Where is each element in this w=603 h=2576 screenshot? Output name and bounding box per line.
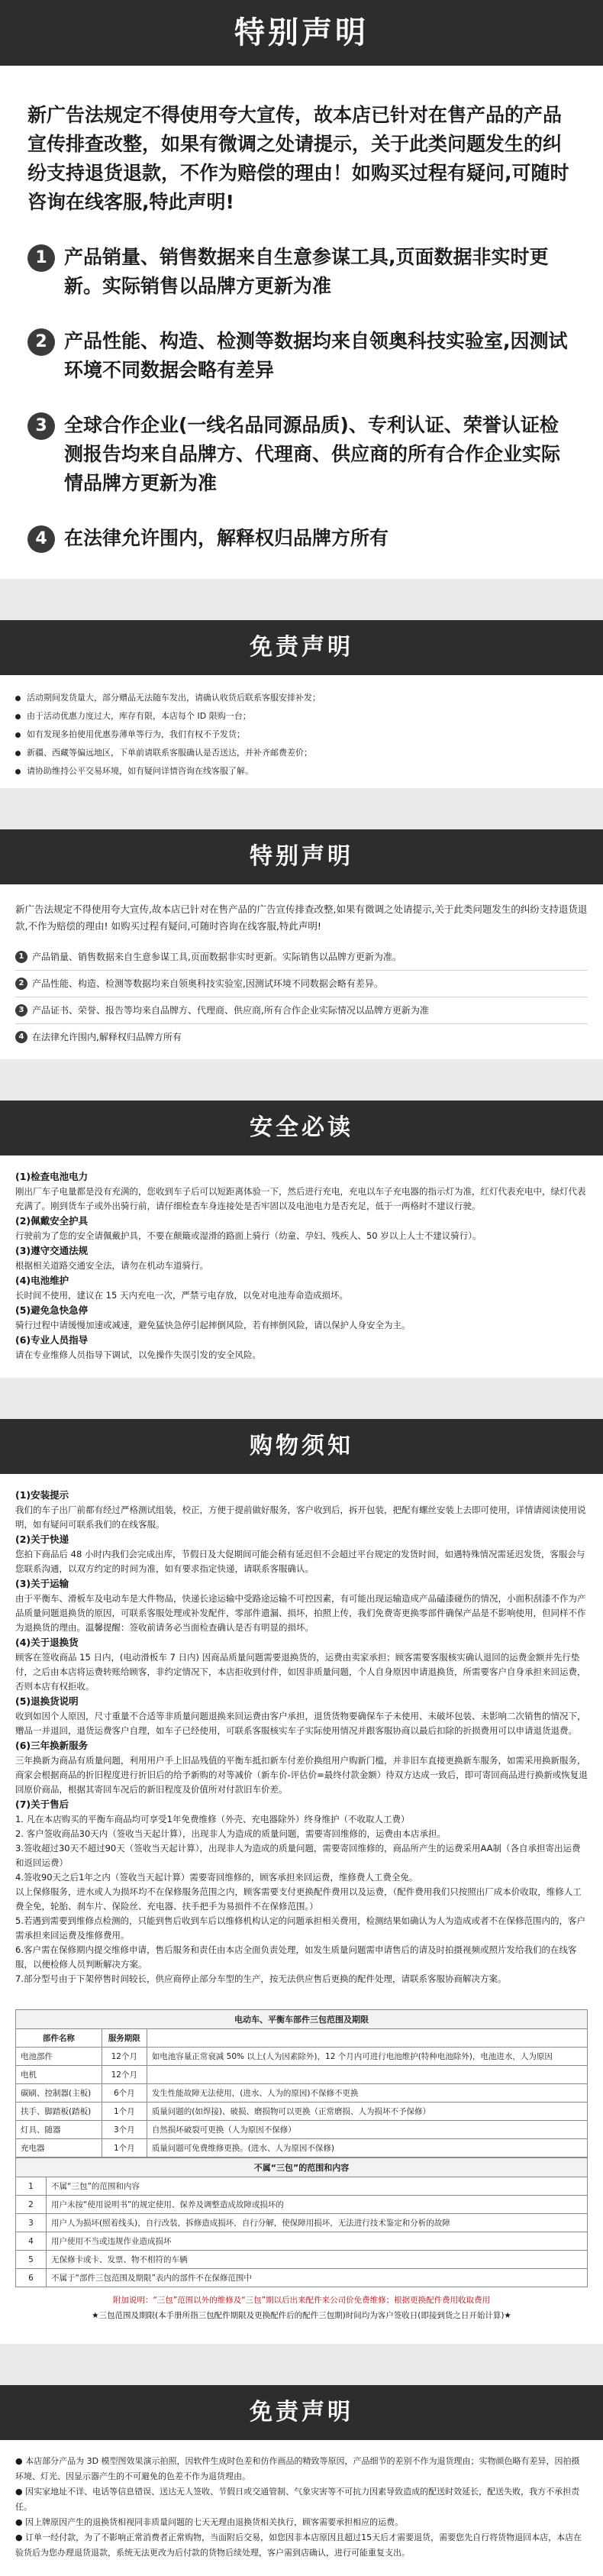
table-cell: 自然损坏破裂可更换（人为原因不保修）	[147, 2121, 587, 2139]
table-cell: 质量问题的(如焊接)、破损、磨损物可以更换（正常磨损、人为损坏不予保修）	[147, 2102, 587, 2121]
point-text: 在法律允许围内，解释权归品牌方所有	[64, 527, 389, 549]
table-cell: 1个月	[102, 2102, 147, 2121]
statement-point	[0, 524, 603, 553]
table-cell	[147, 2066, 587, 2084]
statement-point	[0, 327, 603, 385]
disclaimer-item	[15, 726, 588, 744]
banner-special-statement-2: 特别声明	[0, 829, 603, 884]
exclusion-index: 2	[16, 2196, 47, 2214]
disclaimer-text: 请协助维持公平交易环境，如有疑问详情咨询在线客服了解。	[27, 766, 253, 776]
exclusion-row	[16, 2251, 588, 2269]
exclusion-table	[15, 2157, 588, 2287]
disclaimer-text: 新疆、西藏等偏远地区，下单前请联系客服确认是否送达，并补齐邮费差价；	[27, 748, 312, 758]
statement-point	[0, 243, 603, 301]
warranty-table	[15, 2009, 588, 2157]
statement-point-small	[0, 1002, 603, 1019]
disclaimer-text: 由于活动优惠力度过大，库存有限，本店每个 ID 限购一台；	[27, 711, 251, 721]
point-text: 产品销量、销售数据来自生意参谋工具,页面数据非实时更新。实际销售以品牌方更新为准。	[32, 952, 401, 962]
banner-special-statement: 特别声明	[0, 0, 603, 66]
point-text: 产品性能、构造、检测等数据均来自领奥科技实验室,因测试环境不同数据会略有差异。	[32, 978, 383, 989]
table-cell: 电池部件	[16, 2048, 102, 2066]
point-number: 3	[27, 412, 55, 440]
safety-text: 骑行过程中请缓慢加速或减速，避免猛快急停引起摔倒风险，若有摔倒风险，请以保护人身安全为主。	[15, 1320, 411, 1330]
safety-section	[0, 1155, 603, 1378]
disclaimer-item	[15, 744, 588, 762]
divider-band	[0, 1378, 603, 1419]
statement-points	[0, 243, 603, 553]
table-row	[16, 2102, 588, 2121]
exclusion-index: 4	[16, 2232, 47, 2251]
bullet-dot	[15, 769, 21, 774]
table-cell: 12个月	[102, 2048, 147, 2066]
shopping-text: 收到如因个人原因，尺寸重量不合适等非质量问题退换来回运费由客户承担，退货货物要确保车子未使用、未破坏包装、未影响二次销售的情况下，赠品一并退回，退货运费客户自理，如车子已经使用，可联系客服核实车子实际使用情况并跟客服协商以最后扣除的折损费用可以申请退货退费。	[15, 1711, 586, 1736]
exclusion-text: 用户人为损坏(照着线头)，自行改装，拆修造成损坏，自行分解，使保障用损坏，无法进行技术鉴定和分析的故障	[47, 2214, 588, 2232]
statement-point	[0, 411, 603, 498]
banner-shopping: 购物须知	[0, 1419, 603, 1474]
shopping-text: 由于平衡车、滑板车及电动车是大件物品，快递长途运输中受路途运输不可控因素，有可能出现运输造成产品磕漆碰伤的情况，小面积刮漆不作为产品质量问题退换货的原因，可联系客服处理或补发配件，零部件遗漏、损坏，拍照上传，我们免费寄更换零部件确保产品是不影响使用，但同样不作为退换货的理由。温馨提醒：签收前请务必当面检查确认是否有明显的损坏。	[15, 1593, 586, 1633]
exclusion-row	[16, 2214, 588, 2232]
exclusion-index: 1	[16, 2177, 47, 2196]
table-cell: 电机	[16, 2066, 102, 2084]
shopping-heading: (1)安装提示	[15, 1489, 69, 1501]
shopping-heading: (7)关于售后	[15, 1799, 69, 1810]
safety-heading: (4)电池维护	[15, 1275, 69, 1286]
point-text: 全球合作企业(一线名品同源品质)、专利认证、荣誉认证检测报告均来自品牌方、代理商、供应商的所有合作企业实际情品牌方更新为准	[64, 414, 561, 494]
divider-band	[0, 579, 603, 620]
shopping-text: 1. 凡在本店购买的平衡车商品均可享受1年免费维修（外壳、充电器除外）终身维护（不收取人工费） 2. 客户签收商品30天内（签收当天起计算），出现非人为造成的质量问题，需要寄回维修的，运费由本店承担。 3.签收超过30天不超过90天（签收当天起计算），出现非人为造成的质量问题，需要寄回维修的，商品所产生的运费采用AA制（各自承担寄出运费和返回运费） 4.签收90天之后1年之内（签收当天起计算）需要寄回维修的，顾客承担来回运费，维修费人工费全免。 以上保修服务，进水或人为损坏均不在保修服务范围之内，顾客需要支付更换配件费用以及运费，（配件费用我们只按照出厂成本价收取，维修人工费全免，轮胎、刹车片、保险丝、充电器、扶手把手为易损件不在保修范围。） 5.若遇到需要到维修点检测的，只能到售后收到车后以维修机构认定的问题承担相关费用，检测结果如确认为人为造成或者不在保修范围内的，客户需承担来回运费及维修费用。 6.客户需在保修期内提交维修申请，售后服务和责任由本店全面负责处理，如发生质量问题需申请售后的请及时拍摄视频或照片发给我们的在线客服，以便检修人员判断解决方案。 7.部分型号由于下架停售时间较长，供应商停止部分车型的生产，按无法供应售后更换的配件处理，请联系客服协商解决方案。	[15, 1814, 585, 1984]
table-cell: 质量问题可免费维修更换。(进水、人为原因不保修)	[147, 2139, 587, 2157]
disclaimer-text: 活动期间发货量大，部分赠品无法随车发出，请确认收货后联系客服安排补发；	[27, 693, 321, 703]
safety-text: 长时间不使用，建议在 15 天内充电一次，严禁亏电存放，以免对电池寿命造成损坏。	[15, 1290, 348, 1301]
col-header	[147, 2029, 587, 2048]
final-disclaimer	[0, 2440, 603, 2576]
bullet-dot	[15, 714, 21, 719]
point-number: 3	[15, 1004, 27, 1017]
shopping-text: 三年换新为商品有质量问题，利用用户手上旧品残值的平衡车抵扣新车付差价换组用户购新门槛，并非旧车直接更换新车服务，如需采用换新服务，商家会根据商品的折旧程度进行折旧后的给予新购的对等减价（新车价-评估价=最终付款金额）待双方达成一致后，即可寄回商品进行换新或恢复退回原价商品，根据其寄回车况后的新旧程度及价值所对付款旧车价差。	[15, 1755, 588, 1795]
divider-band	[0, 788, 603, 829]
warranty-table-caption: 电动车、平衡车部件三包范围及期限	[16, 2010, 588, 2029]
table-row	[16, 2139, 588, 2157]
shopping-text: 我们的车子出厂前都有经过严格测试组装，校正，方便于提前做好服务，客户收到后，拆开包装，把配有螺丝安装上去即可使用，详情请阅读使用说明，如有疑问可联系我们的在线客服。	[15, 1505, 586, 1530]
safety-heading: (5)避免急快急停	[15, 1304, 89, 1316]
shopping-heading: (6)三年换新服务	[15, 1740, 89, 1751]
safety-heading: (3)遵守交通法规	[15, 1245, 89, 1256]
banner-disclaimer-final: 免责声明	[0, 2385, 603, 2440]
point-number: 1	[27, 244, 55, 272]
exclusion-caption: 不属“三包”的范围和内容	[16, 2158, 588, 2177]
statement-point-small	[0, 949, 603, 965]
safety-heading: (1)检查电池电力	[15, 1171, 89, 1182]
warranty-period-note: ★三包范围及期限(本手册所指三包配件期限及更换配件后的配件三包期)时间均为客户签收日(即接到货之日开始计算)★	[92, 2311, 511, 2320]
exclusion-index: 3	[16, 2214, 47, 2232]
bullet-dot	[15, 751, 21, 756]
point-text: 产品销量、销售数据来自生意参谋工具,页面数据非实时更新。实际销售以品牌方更新为准	[64, 246, 549, 297]
disclaimer-list	[0, 675, 603, 788]
exclusion-index: 5	[16, 2251, 47, 2269]
table-cell: 扶手、脚踏板(踏板)	[16, 2102, 102, 2121]
table-cell: 充电器	[16, 2139, 102, 2157]
banner-disclaimer: 免责声明	[0, 620, 603, 675]
safety-text: 行驶前为了您的安全请佩戴护具，不要在颠簸或湿滑的路面上骑行（幼童、孕妇、残疾人、50 岁以上人士不建议骑行）。	[15, 1230, 482, 1241]
separator	[15, 970, 588, 971]
table-cell: 灯具、随器	[16, 2121, 102, 2139]
point-number: 2	[27, 328, 55, 356]
bullet-dot	[15, 732, 21, 738]
warranty-tables	[0, 2002, 603, 2344]
table-row	[16, 2066, 588, 2084]
final-item: ● 订单一经付款，为了不影响正常消费者正常购物，当面附后交易，如您因非本店原因且超过15天后才需要退货，需要您先自行将货物退回本店，本店在验货后为您办理退货退款，系统无法更改为后付款的货物后续处理，客户需到店确认，进行可能重复支出。	[15, 2532, 582, 2558]
point-text: 在法律允许围内,解释权归品牌方所有	[32, 1032, 182, 1042]
exclusion-index: 6	[16, 2269, 47, 2287]
statement-point-small	[0, 975, 603, 992]
statement-point-small	[0, 1029, 603, 1046]
disclaimer-item	[15, 689, 588, 707]
shopping-heading: (5)退换货说明	[15, 1695, 79, 1707]
additional-note: 附加说明：“三包”范围以外的维修及“三包”期以后出来配件来公司价免费维修；根据更换配件费用收取费用	[112, 2296, 491, 2305]
intro-statement-small: 新广告法规定不得使用夸大宣传,故本店已针对在售产品的广告宣传排查改整,如果有微调之处请提示,关于此类问题发生的纠纷支持退货退款,不作为赔偿的理由! 如购买过程有疑问,可随时咨询在线客服,特此声明!	[15, 903, 588, 932]
table-cell: 1个月	[102, 2139, 147, 2157]
shopping-text: 您拍下商品后 48 小时内我们会完成出库，节假日及大促期间可能会稍有延迟但不会超过平台规定的发货时间，如遇特殊情况需延迟发货，客服会与您联系沟通，以双方约定的时间为准，如有要求指定快递，请联系客服确认。	[15, 1549, 585, 1574]
table-cell: 3个月	[102, 2121, 147, 2139]
table-cell: 发生性能故障无法使用，(进水、人为的原因)不保修不更换	[147, 2084, 587, 2102]
banner-safety: 安全必读	[0, 1101, 603, 1155]
exclusion-text: 无保修卡或卡、发票、物不相符的车辆	[47, 2251, 588, 2269]
shopping-text: 顾客在签收商品 15 日内，(电动滑板车 7 日内) 因商品质量问题需要退换货的，运费由卖家承担；顾客需要客服核实确认退回的运费金额并先行垫付，之后由本店将运费转账给顾客，非约定情况下，本店拒收到付件，如因非质量问题，个人自身原因申请退换货，所需要客户自身承担来回运费，否则本店有权拒收。	[15, 1652, 586, 1692]
table-cell: 碳刷、控制器(主板)	[16, 2084, 102, 2102]
safety-text: 请在专业维修人员指导下调试，以免操作失误引发的安全风险。	[15, 1349, 261, 1360]
point-text: 产品证书、荣誉、报告等均来自品牌方、代理商、供应商,所有合作企业实际情况以品牌方更新为准	[32, 1005, 429, 1016]
point-number: 2	[15, 978, 27, 990]
safety-text: 刚出厂车子电量都是没有充满的，您收到车子后可以短距离体验一下，然后进行充电，充电以车子充电器的指示灯为准，红灯代表充电中，绿灯代表充满了。刚到货车子或外出骑行前，请仔细检查车身连接处是否牢固以及电池电力是否充足，低于一两格时不建议行驶。	[15, 1186, 586, 1211]
disclaimer-item	[15, 762, 588, 781]
point-text: 产品性能、构造、检测等数据均来自领奥科技实验室,因测试环境不同数据会略有差异	[64, 330, 568, 381]
disclaimer-text: 如有发现多拍使用优惠券薄单等行为，我们有权不予发货；	[27, 729, 245, 739]
safety-heading: (2)佩戴安全护具	[15, 1215, 89, 1227]
shopping-heading: (4)关于退换货	[15, 1637, 79, 1648]
table-cell: 如电池容量正常衰减 50% 以上(人为因素除外)，12 个月内可进行电池维护(特种电池除外)，电池进水，人为原因	[147, 2048, 587, 2066]
bullet-dot	[15, 696, 21, 701]
point-number: 1	[15, 951, 27, 963]
divider-band	[0, 2344, 603, 2385]
shopping-heading: (2)关于快递	[15, 1534, 69, 1545]
final-item: ● 本店部分产品为 3D 模型图效果演示拍照，因软件生成时色差和仿作画品的精致等原因，产品细节的差别不作为退货理由；实物颜色略有差异，因拍摄环境、灯光、因显示器产生的不可避免的色差不作为退货理由。	[15, 2456, 580, 2481]
safety-text: 根据相关道路交通安全法，请勿在机动车道骑行。	[15, 1260, 208, 1271]
table-row	[16, 2084, 588, 2102]
exclusion-row	[16, 2269, 588, 2287]
exclusion-row	[16, 2196, 588, 2214]
table-row	[16, 2121, 588, 2139]
col-header: 部件名称	[16, 2029, 102, 2048]
final-item: ● 因上牌原因产生的退换货相视同非质量问题的七天无理由退换货相关执行，顾客需要承担相应的运费。	[15, 2517, 404, 2527]
statement-points-small	[0, 949, 603, 1046]
point-number: 4	[27, 525, 55, 553]
exclusion-text: 不属“三包”的范围和内容	[47, 2177, 588, 2196]
point-number: 4	[15, 1031, 27, 1043]
exclusion-row	[16, 2232, 588, 2251]
table-cell: 6个月	[102, 2084, 147, 2102]
divider-band	[0, 1059, 603, 1101]
safety-heading: (6)专业人员指导	[15, 1334, 89, 1346]
exclusion-row	[16, 2177, 588, 2196]
col-header: 服务期限	[102, 2029, 147, 2048]
exclusion-text: 用户未按“使用说明书”的规定使用、保养及调整造成故障或损坏的	[47, 2196, 588, 2214]
separator	[15, 1023, 588, 1024]
table-cell: 12个月	[102, 2066, 147, 2084]
shopping-section	[0, 1474, 603, 2002]
disclaimer-item	[15, 707, 588, 726]
exclusion-text: 用户使用不当或违规作业造成损坏	[47, 2232, 588, 2251]
table-row	[16, 2048, 588, 2066]
final-item: ● 因实家地址不详、电话等信息错误、送达无人签收、节假日或交通管制、气象灾害等不可抗力因素导致造成的配送时效延长，配送失败，我方不承担责任。	[15, 2487, 580, 2512]
intro-statement: 新广告法规定不得使用夸大宣传，故本店已针对在售产品的产品宣传排查改整，如果有微调之处请提示，关于此类问题发生的纠纷支持退货退款，不作为赔偿的理由！如购买过程有疑问,可随时咨询在线客服,特此声明!	[27, 104, 569, 213]
shopping-heading: (3)关于运输	[15, 1578, 69, 1589]
exclusion-text: 不属于“部件三包范围及期限”表内的部件不在保修范围中	[47, 2269, 588, 2287]
